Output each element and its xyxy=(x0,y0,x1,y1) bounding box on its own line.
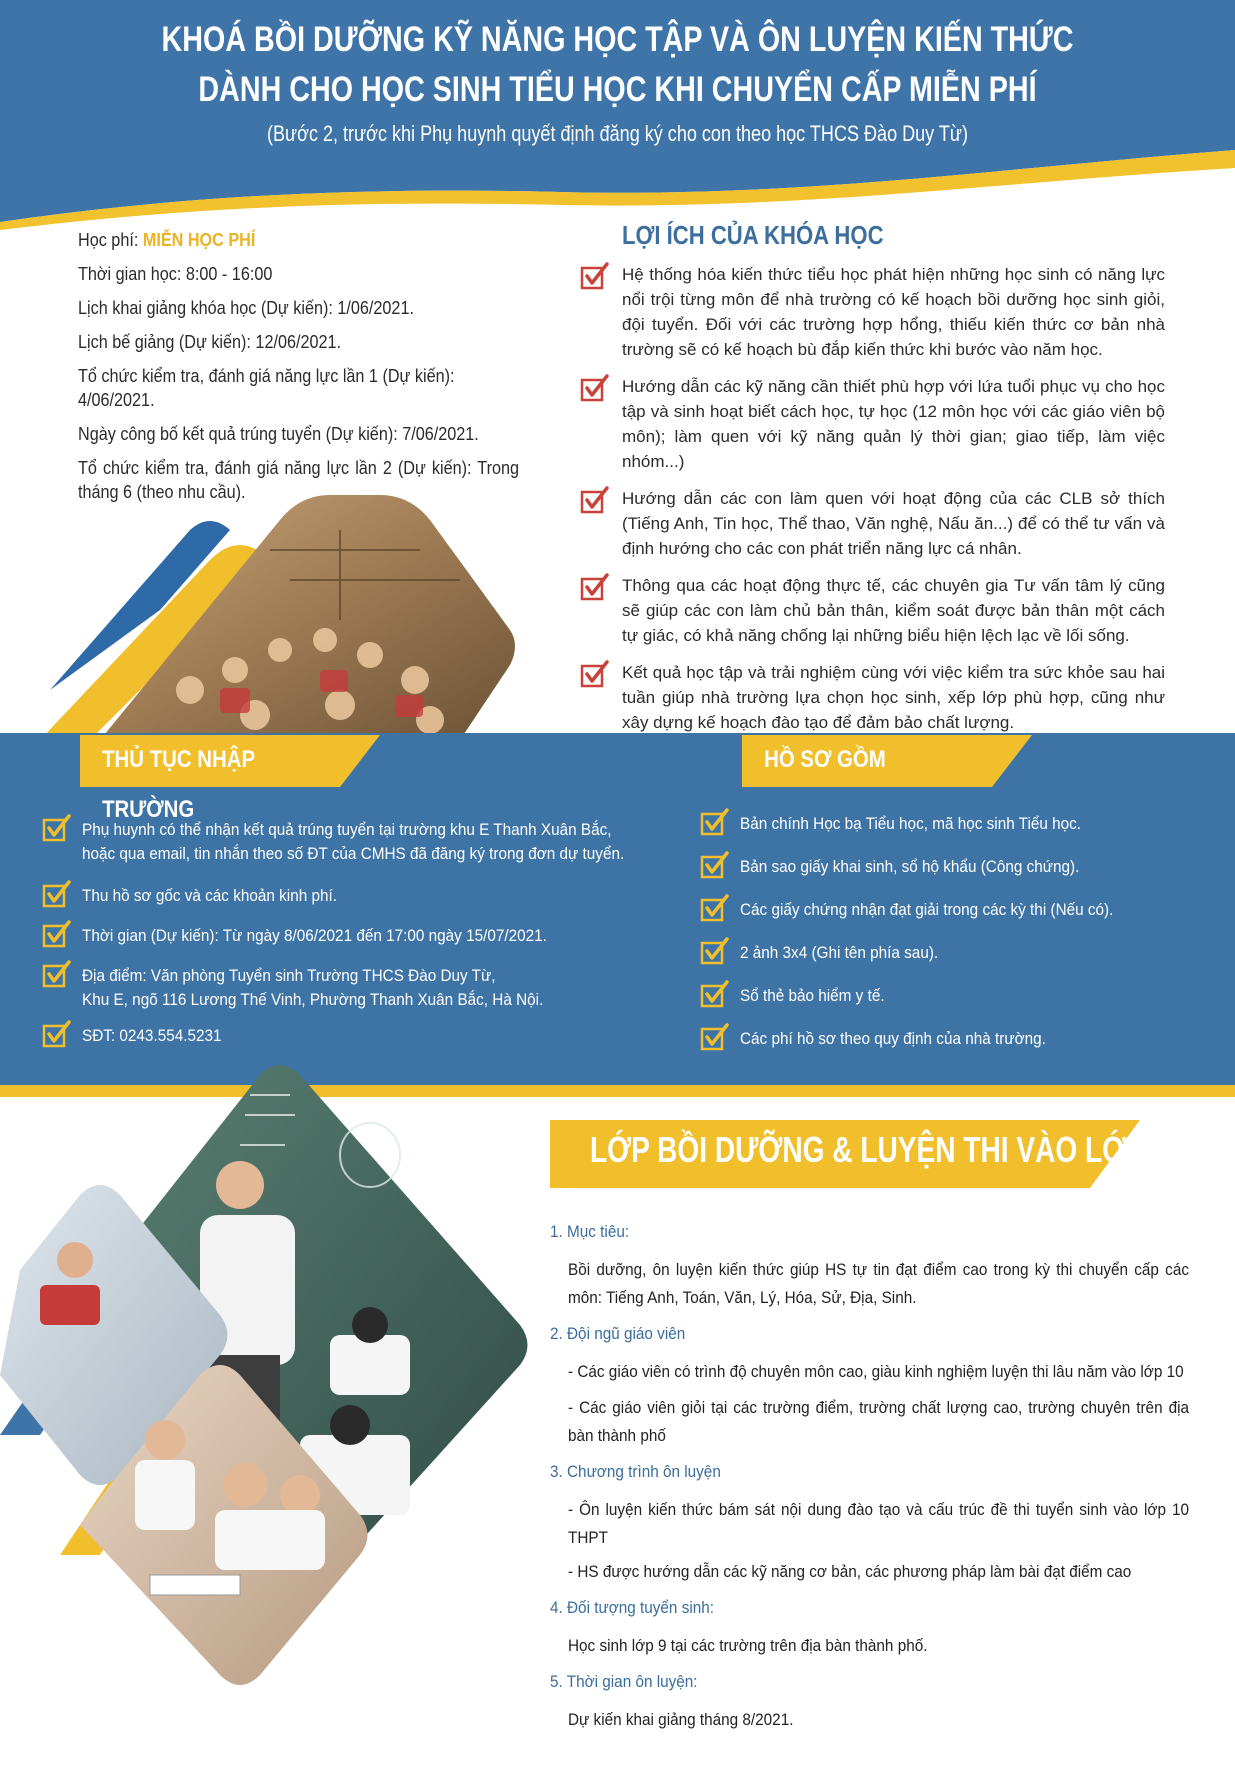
procedure-text: Thời gian (Dự kiến): Từ ngày 8/06/2021 đến 17:00 ngày 15/07/2021. xyxy=(82,926,547,945)
students-classroom-photo xyxy=(40,490,520,740)
documents-list xyxy=(700,812,1220,1070)
document-text: Bản chính Học bạ Tiểu học, mã học sinh Tiểu học. xyxy=(740,814,1082,833)
section-body: Dự kiến khai giảng tháng 8/2021. xyxy=(568,1710,794,1729)
procedure-item xyxy=(42,884,662,924)
section-heading: 1. Mục tiêu: xyxy=(550,1222,630,1241)
procedure-item xyxy=(42,818,662,884)
page-title-line1: KHOÁ BỒI DƯỠNG KỸ NĂNG HỌC TẬP VÀ ÔN LUYỆN KIẾN THỨC xyxy=(161,20,1074,59)
document-item xyxy=(700,898,1220,941)
procedure-item xyxy=(42,924,662,964)
section-body: - Các giáo viên có trình độ chuyên môn cao, giàu kinh nghiệm luyện thi lâu năm vào lớp 10 - Các giáo viên giỏi tại các trường điểm, trường chất lượng cao, trường chuyên trên địa bàn thành phố xyxy=(568,1362,1189,1445)
document-item xyxy=(700,941,1220,984)
procedure-title: THỦ TỤC NHẬP TRƯỜNG xyxy=(102,746,255,823)
procedure-item xyxy=(42,1024,662,1054)
header-band xyxy=(0,0,1235,230)
checkbox-icon xyxy=(42,920,72,950)
checkbox-icon xyxy=(580,486,610,516)
info-row: Lịch khai giảng khóa học (Dự kiến): 1/06/2021. xyxy=(78,298,414,318)
document-text: Sổ thẻ bảo hiểm y tế. xyxy=(740,986,885,1005)
benefit-text: Hướng dẫn các con làm quen với hoạt động của các CLB sở thích (Tiếng Anh, Tin học, Thể thao, Văn nghệ, Nấu ăn...) để có thể tư vấn và định hướng cho các con phát triển năng lực cá nhân. xyxy=(622,489,1165,558)
info-row: Lịch bế giảng (Dự kiến): 12/06/2021. xyxy=(78,332,342,352)
document-text: Các phí hồ sơ theo quy định của nhà trường. xyxy=(740,1029,1046,1048)
benefits-title: LỢI ÍCH CỦA KHÓA HỌC xyxy=(622,220,884,250)
section-body: - Ôn luyện kiến thức bám sát nội dung đào tạo và cấu trúc đề thi tuyển sinh vào lớp 10 THPT - HS được hướng dẫn các kỹ năng cơ bản, các phương pháp làm bài đạt điểm cao xyxy=(568,1500,1189,1581)
benefit-item xyxy=(580,262,1165,362)
document-item xyxy=(700,1027,1220,1070)
document-text: Các giấy chứng nhận đạt giải trong các kỳ thi (Nếu có). xyxy=(740,900,1114,919)
benefit-item xyxy=(580,660,1165,735)
documents-title: HỒ SƠ GỒM xyxy=(764,746,886,773)
checkbox-icon xyxy=(700,1023,730,1053)
checkbox-icon xyxy=(580,573,610,603)
course-info xyxy=(78,228,518,514)
document-text: Bản sao giấy khai sinh, sổ hộ khẩu (Công chứng). xyxy=(740,857,1080,876)
procedure-text: Địa điểm: Văn phòng Tuyển sinh Trường THCS Đào Duy Từ, xyxy=(82,966,496,985)
checkbox-icon xyxy=(700,808,730,838)
document-item xyxy=(700,812,1220,855)
fee-row xyxy=(78,228,519,252)
section-heading: 5. Thời gian ôn luyện: xyxy=(550,1672,698,1691)
section-heading: 3. Chương trình ôn luyện xyxy=(550,1462,721,1481)
section-body: Học sinh lớp 9 tại các trường trên địa bàn thành phố. xyxy=(568,1636,928,1655)
info-row: Tổ chức kiểm tra, đánh giá năng lực lần 1 (Dự kiến): 4/06/2021. xyxy=(78,366,455,410)
checkbox-icon xyxy=(42,960,72,990)
procedure-text: Khu E, ngõ 116 Lương Thế Vinh, Phường Thanh Xuân Bắc, Hà Nội. xyxy=(82,990,544,1009)
checkbox-icon xyxy=(42,880,72,910)
checkbox-icon xyxy=(700,937,730,967)
procedure-text: Phụ huynh có thể nhận kết quả trúng tuyển tại trường khu E Thanh Xuân Bắc, xyxy=(82,820,612,839)
procedure-list xyxy=(42,818,662,1054)
document-item xyxy=(700,855,1220,898)
benefit-text: Hướng dẫn các kỹ năng cần thiết phù hợp với lứa tuổi phục vụ cho học tập và sinh hoạt biết cách học, tự học (12 môn học với các giáo viên bộ môn); làm quen với kỹ năng quản lý thời gian; giao tiếp, làm việc nhóm...) xyxy=(622,377,1165,471)
teachers-collage-photo xyxy=(0,1055,560,1695)
benefit-text: Thông qua các hoạt động thực tế, các chuyên gia Tư vấn tâm lý cũng sẽ giúp các con làm chủ bản thân, kiểm soát được bản thân một cách tự giác, có khả năng chống lại những biểu hiện lệch lạc về lối sống. xyxy=(622,576,1165,645)
info-row: Tổ chức kiểm tra, đánh giá năng lực lần 2 (Dự kiến): Trong tháng 6 (theo nhu cầu). xyxy=(78,458,519,502)
course-details xyxy=(550,1218,1189,1742)
checkbox-icon xyxy=(580,374,610,404)
page-subtitle: (Bước 2, trước khi Phụ huynh quyết định đăng ký cho con theo học THCS Đào Duy Từ) xyxy=(267,121,968,146)
checkbox-icon xyxy=(580,660,610,690)
page-title-line2: DÀNH CHO HỌC SINH TIỂU HỌC KHI CHUYỂN CẤP MIỄN PHÍ xyxy=(198,70,1037,109)
document-item xyxy=(700,984,1220,1027)
benefit-text: Kết quả học tập và trải nghiệm cùng với việc kiểm tra sức khỏe sau hai tuần giúp nhà trường lựa chọn học sinh, xếp lớp phù hợp, cũng như xây dựng kế hoạch đào tạo để đảm bảo chất lượng. xyxy=(622,663,1165,732)
procedure-text: SĐT: 0243.554.5231 xyxy=(82,1026,222,1045)
checkbox-icon xyxy=(700,851,730,881)
info-row: Ngày công bố kết quả trúng tuyển (Dự kiến): 7/06/2021. xyxy=(78,424,479,444)
checkbox-icon xyxy=(42,1020,72,1050)
section-heading: 2. Đội ngũ giáo viên xyxy=(550,1324,686,1343)
info-row: Thời gian học: 8:00 - 16:00 xyxy=(78,264,273,284)
section-heading: 4. Đối tượng tuyển sinh: xyxy=(550,1598,715,1617)
benefits-list xyxy=(580,262,1165,747)
checkbox-icon xyxy=(700,894,730,924)
benefit-text: Hệ thống hóa kiến thức tiểu học phát hiện những học sinh có năng lực nổi trội từng môn để nhà trường có kế hoạch bồi dưỡng học sinh giỏi, đội tuyển. Đối với các trường hợp hổng, thiếu kiến thức cơ bản nhà trường sẽ có kế hoạch bù đắp kiến thức khi bước vào năm học. xyxy=(622,265,1165,359)
fee-label: Học phí: xyxy=(78,230,139,250)
checkbox-icon xyxy=(580,262,610,292)
procedure-item xyxy=(42,964,662,1024)
course-banner-title: LỚP BỒI DƯỠNG & LUYỆN THI VÀO LỚP 10 xyxy=(590,1129,1184,1170)
checkbox-icon xyxy=(700,980,730,1010)
benefit-item xyxy=(580,486,1165,561)
fee-value: MIỄN HỌC PHÍ xyxy=(142,230,256,250)
section-body: Bồi dưỡng, ôn luyện kiến thức giúp HS tự tin đạt điểm cao trong kỳ thi chuyển cấp các môn: Tiếng Anh, Toán, Văn, Lý, Hóa, Sử, Địa, Sinh. xyxy=(568,1260,1189,1307)
checkbox-icon xyxy=(42,814,72,844)
procedure-text: hoặc qua email, tin nhắn theo số ĐT của CMHS đã đăng ký trong đơn dự tuyển. xyxy=(82,844,625,863)
procedure-text: Thu hồ sơ gốc và các khoản kinh phí. xyxy=(82,886,337,905)
document-text: 2 ảnh 3x4 (Ghi tên phía sau). xyxy=(740,943,939,962)
benefit-item xyxy=(580,374,1165,474)
benefit-item xyxy=(580,573,1165,648)
